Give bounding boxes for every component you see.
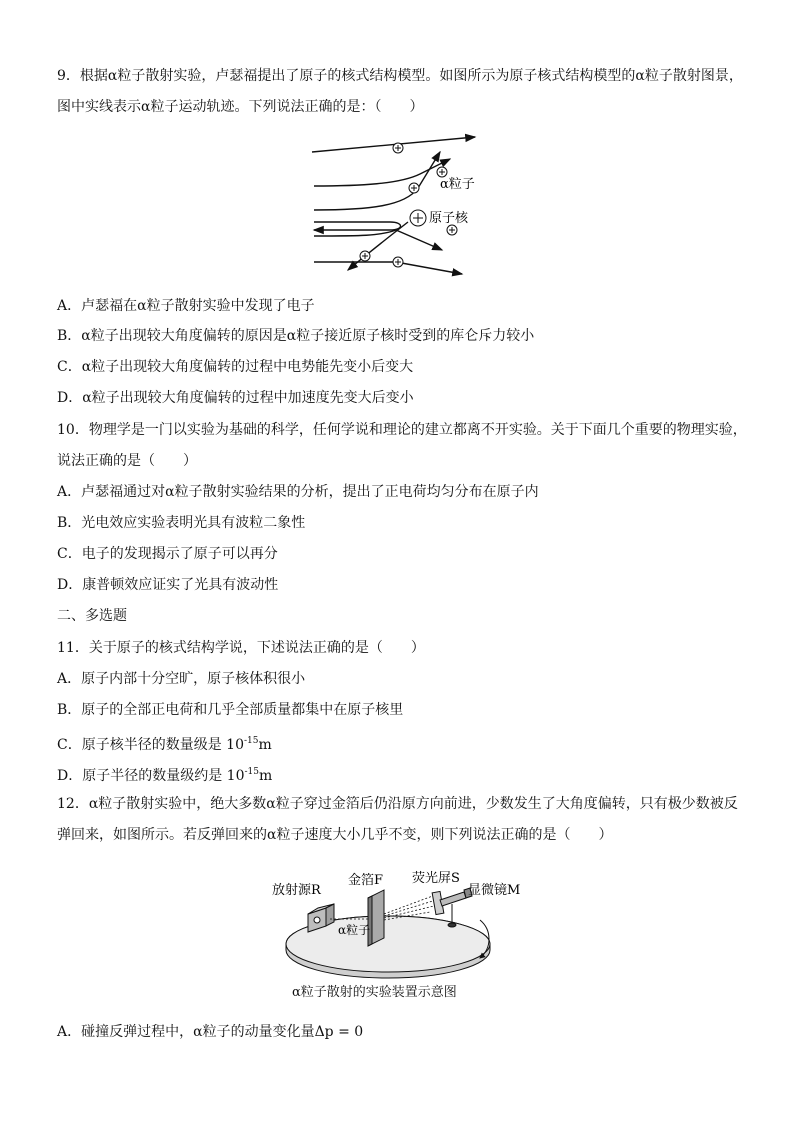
alpha-trajectory: [314, 222, 401, 230]
q10-stem-line2: 说法正确的是（ ）: [57, 453, 197, 469]
q11-option-d-text: D．原子半径的数量级约是 10: [57, 768, 245, 784]
foil-label: 金箔F: [348, 873, 384, 888]
q11-option-d: [57, 762, 272, 786]
alpha-trajectory: [314, 262, 462, 274]
q10-option-b: B．光电效应实验表明光具有波粒二象性: [57, 515, 306, 531]
small-nucleus-plus-icon: [409, 183, 419, 193]
q11-option-b: B．原子的全部正电荷和几乎全部质量都集中在原子核里: [57, 702, 404, 718]
q11-option-c-text: C．原子核半径的数量级是 10: [57, 737, 244, 753]
small-nucleus-plus-icon: [360, 251, 370, 261]
q11-option-c: [57, 731, 272, 755]
q11-option-a: A．原子内部十分空旷，原子核体积很小: [57, 671, 306, 687]
q11-option-d-unit: m: [259, 768, 273, 784]
q12-option-a: A．碰撞反弹过程中，α粒子的动量变化量Δp = 0: [57, 1024, 364, 1040]
alpha-trajectory: [314, 230, 442, 250]
q9-option-c: C．α粒子出现较大角度偏转的过程中电势能先变小后变大: [57, 359, 414, 375]
q11-option-c-exponent: -15: [243, 736, 259, 746]
scattering-apparatus-figure: [268, 862, 521, 982]
q10-option-c: C．电子的发现揭示了原子可以再分: [57, 546, 278, 562]
small-nucleus-plus-icon: [393, 143, 403, 153]
nucleus-plus-icon: [410, 210, 426, 226]
gold-foil-icon: [368, 890, 384, 946]
alpha-label: α粒子: [338, 923, 371, 937]
nucleus-label: 原子核: [429, 211, 469, 226]
q9-option-a: A．卢瑟福在α粒子散射实验中发现了电子: [57, 298, 315, 314]
small-nucleus-plus-icon: [393, 257, 403, 267]
alpha-trajectory: [314, 152, 440, 210]
q11-option-d-exponent: -15: [244, 767, 259, 777]
q9-option-d: D．α粒子出现较大角度偏转的过程中加速度先变大后变小: [57, 390, 414, 406]
screen-label: 荧光屏S: [412, 871, 460, 886]
figure-caption: α粒子散射的实验装置示意图: [292, 985, 457, 1000]
q11-option-c-unit: m: [258, 737, 272, 753]
small-nucleus-plus-icon: [447, 225, 457, 235]
q9-stem-line1: 9．根据α粒子散射实验，卢瑟福提出了原子的核式结构模型。如图所示为原子核式结构模型的α粒子散射图景，: [57, 68, 743, 84]
q12-stem-line2: 弹回来，如图所示。若反弹回来的α粒子速度大小几乎不变，则下列说法正确的是（ ）: [57, 827, 613, 843]
alpha-trajectory: [314, 159, 450, 186]
q10-option-a: A．卢瑟福通过对α粒子散射实验结果的分析，提出了正电荷均匀分布在原子内: [57, 484, 539, 500]
section-heading: 二、多选题: [57, 608, 127, 624]
alpha-particle-label: α粒子: [440, 177, 475, 192]
q11-stem: 11．关于原子的核式结构学说，下述说法正确的是（ ）: [57, 640, 425, 656]
q12-stem-line1: 12．α粒子散射实验中，绝大多数α粒子穿过金箔后仍沿原方向前进，少数发生了大角度偏转，只有极少数被反: [57, 796, 738, 812]
small-nucleus-plus-icon: [437, 167, 447, 177]
q9-option-b: B．α粒子出现较大角度偏转的原因是α粒子接近原子核时受到的库仑斥力较小: [57, 328, 535, 344]
q10-option-d: D．康普顿效应证实了光具有波动性: [57, 577, 279, 593]
source-label: 放射源R: [272, 883, 321, 898]
microscope-label: 显微镜M: [468, 883, 521, 898]
alpha-scattering-trajectory-figure: [300, 126, 490, 278]
q10-stem-line1: 10．物理学是一门以实验为基础的科学，任何学说和理论的建立都离不开实验。关于下面几个重要的物理实验，: [57, 422, 747, 438]
q9-stem-line2: 图中实线表示α粒子运动轨迹。下列说法正确的是：（ ）: [57, 99, 424, 115]
